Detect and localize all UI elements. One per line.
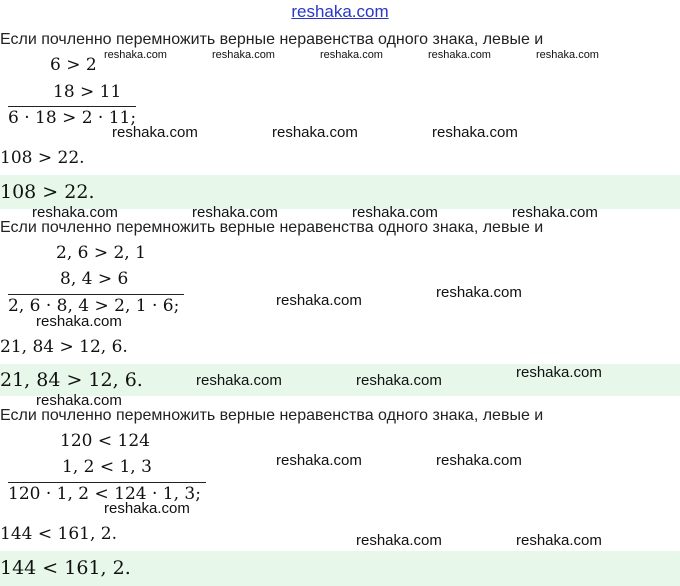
inequality-line-2: 1, 2 < 1, 3: [62, 457, 152, 477]
inequality-line-2: 8, 4 > 6: [60, 269, 129, 289]
watermark: reshaka.com: [104, 49, 167, 61]
watermark: reshaka.com: [436, 284, 522, 301]
problem-intro: Если почленно перемножить верные неравенства одного знака, левые и: [0, 31, 544, 48]
inequality-line-1: 2, 6 > 2, 1: [56, 243, 146, 263]
watermark: reshaka.com: [432, 124, 518, 141]
fraction-rule: [8, 294, 184, 295]
product-line: 120 · 1, 2 < 124 · 1, 3;: [8, 484, 201, 504]
answer-line: 21, 84 > 12, 6.: [0, 369, 143, 391]
inequality-line-1: 120 < 124: [60, 431, 150, 451]
inequality-line-1: 6 > 2: [50, 55, 97, 75]
product-line: 2, 6 · 8, 4 > 2, 1 · 6;: [8, 296, 180, 316]
inequality-line-2: 18 > 11: [53, 82, 122, 102]
watermark: reshaka.com: [512, 204, 598, 221]
watermark: reshaka.com: [516, 532, 602, 549]
watermark: reshaka.com: [32, 204, 118, 221]
watermark: reshaka.com: [320, 49, 383, 61]
watermark: reshaka.com: [276, 292, 362, 309]
answer-line: 108 > 22.: [0, 181, 95, 203]
result-line: 108 > 22.: [0, 148, 85, 168]
watermark: reshaka.com: [212, 49, 275, 61]
watermark: reshaka.com: [36, 392, 122, 409]
fraction-rule: [8, 482, 206, 483]
watermark: reshaka.com: [428, 49, 491, 61]
watermark: reshaka.com: [356, 532, 442, 549]
result-line: 21, 84 > 12, 6.: [0, 337, 128, 357]
problem-intro: Если почленно перемножить верные неравенства одного знака, левые и: [0, 407, 544, 424]
watermark: reshaka.com: [104, 500, 190, 517]
watermark: reshaka.com: [536, 49, 599, 61]
fraction-rule: [8, 106, 136, 107]
watermark: reshaka.com: [352, 204, 438, 221]
product-line: 6 · 18 > 2 · 11;: [8, 108, 137, 128]
site-link[interactable]: reshaka.com: [291, 2, 389, 21]
watermark: reshaka.com: [192, 204, 278, 221]
watermark: reshaka.com: [36, 313, 122, 330]
result-line: 144 < 161, 2.: [0, 524, 117, 544]
watermark: reshaka.com: [436, 452, 522, 469]
problem-intro: Если почленно перемножить верные неравенства одного знака, левые и: [0, 219, 544, 236]
watermark: reshaka.com: [356, 372, 442, 389]
watermark: reshaka.com: [196, 372, 282, 389]
watermark: reshaka.com: [276, 452, 362, 469]
watermark: reshaka.com: [112, 124, 198, 141]
watermark: reshaka.com: [516, 364, 602, 381]
answer-line: 144 < 161, 2.: [0, 557, 131, 579]
watermark: reshaka.com: [272, 124, 358, 141]
